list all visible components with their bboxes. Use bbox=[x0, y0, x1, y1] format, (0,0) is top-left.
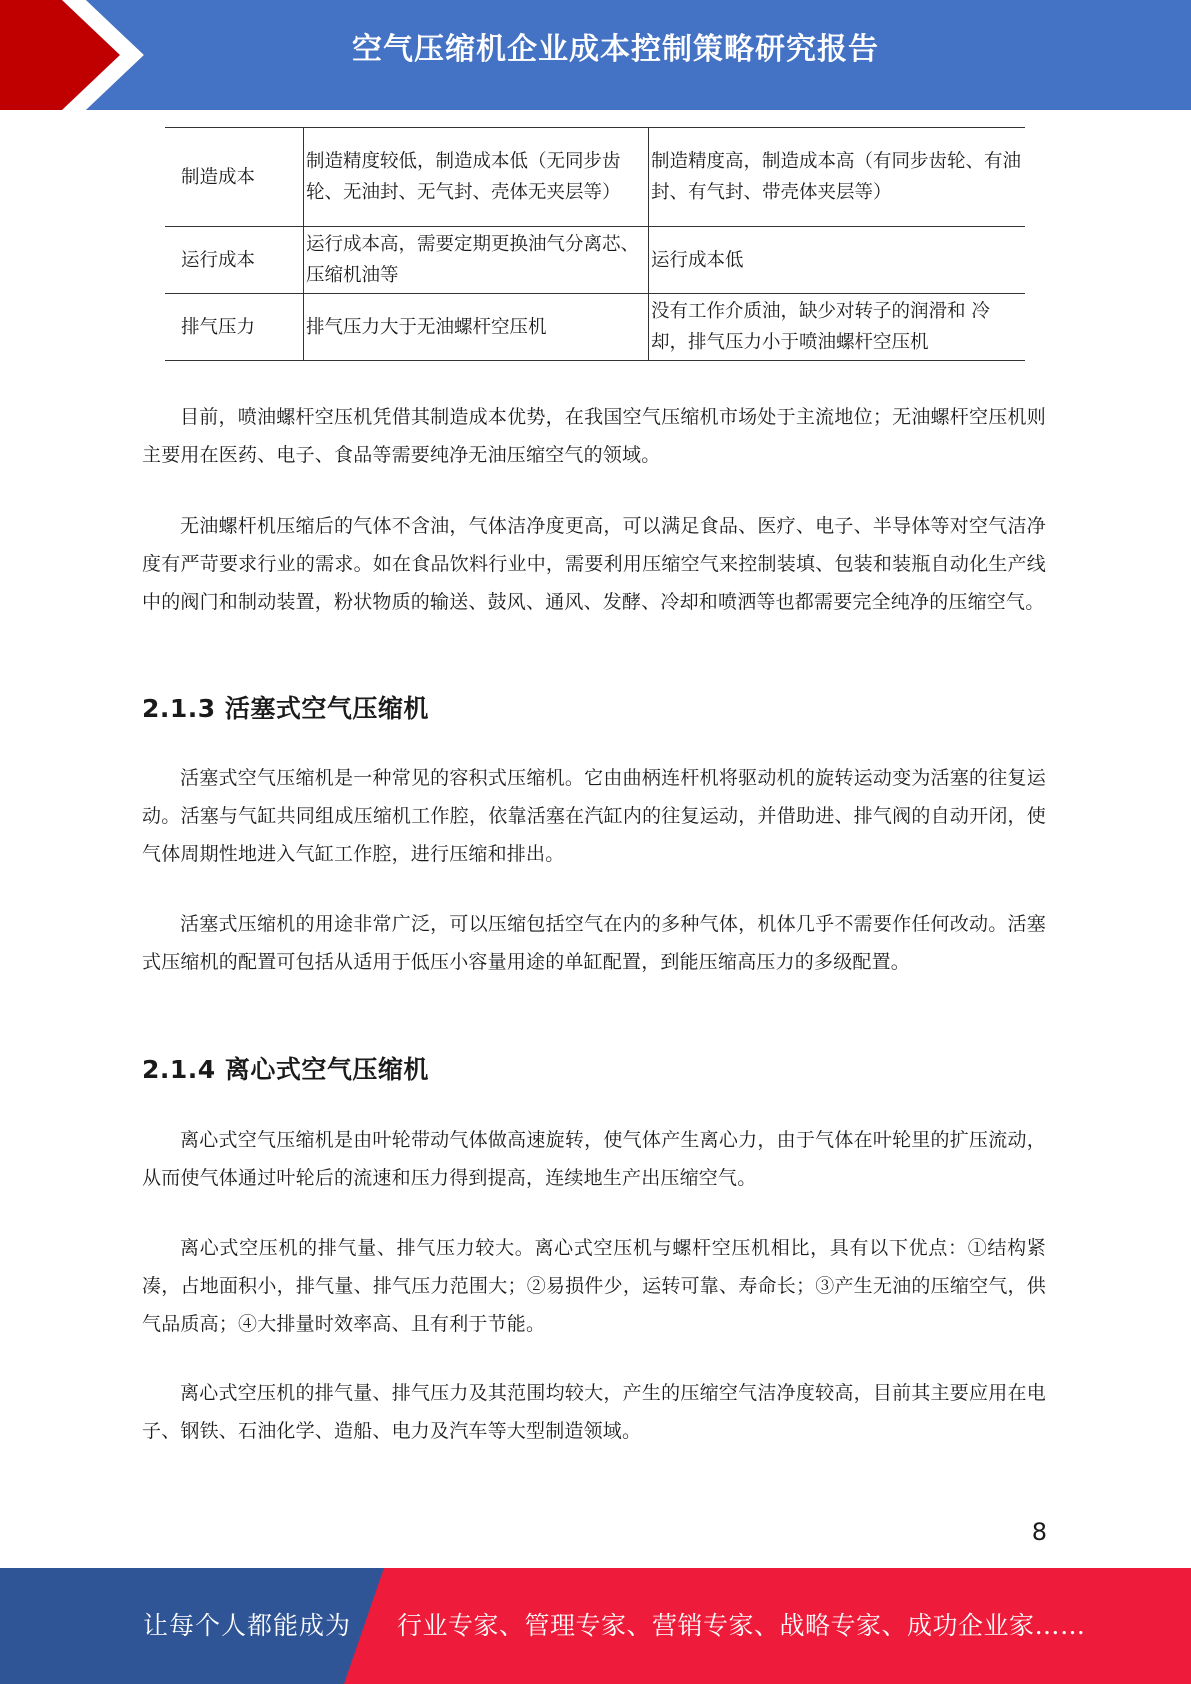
body-paragraph: 离心式空压机的排气量、排气压力及其范围均较大，产生的压缩空气洁净度较高，目前其主要应用在电子、钢铁、石油化学、造船、电力及汽车等大型制造领域。 bbox=[142, 1382, 1046, 1442]
intro-paragraph-1-block bbox=[142, 398, 1046, 474]
section-213-paragraph-2-block bbox=[142, 905, 1046, 981]
page-header bbox=[0, 0, 1191, 110]
row-label: 运行成本 bbox=[181, 249, 256, 271]
oil-free-cell: 没有工作介质油，缺少对转子的润滑和 冷却，排气压力小于喷油螺杆空压机 bbox=[651, 301, 990, 353]
section-heading: 2.1.4 离心式空气压缩机 bbox=[142, 1055, 429, 1084]
body-paragraph: 目前，喷油螺杆空压机凭借其制造成本优势，在我国空气压缩机市场处于主流地位；无油螺杆空压机则主要用在医药、电子、食品等需要纯净无油压缩空气的领域。 bbox=[142, 406, 1046, 466]
section-213-paragraph-1-block bbox=[142, 759, 1046, 873]
page-footer bbox=[0, 1568, 1191, 1684]
footer-slogan-right: 行业专家、管理专家、营销专家、战略专家、成功企业家…… bbox=[397, 1611, 1086, 1640]
section-214-paragraph-3-block bbox=[142, 1374, 1046, 1450]
comparison-table bbox=[165, 127, 1025, 361]
table-row bbox=[165, 128, 1025, 227]
body-paragraph: 离心式空压机的排气量、排气压力较大。离心式空压机与螺杆空压机相比，具有以下优点：①结构紧凑，占地面积小，排气量、排气压力范围大；②易损件少，运转可靠、寿命长；③产生无油的压缩空气，供气品质高；④大排量时效率高、且有利于节能。 bbox=[142, 1237, 1046, 1335]
section-heading: 2.1.3 活塞式空气压缩机 bbox=[142, 694, 429, 723]
body-paragraph: 离心式空气压缩机是由叶轮带动气体做高速旋转，使气体产生离心力，由于气体在叶轮里的扩压流动，从而使气体通过叶轮后的流速和压力得到提高，连续地生产出压缩空气。 bbox=[142, 1129, 1046, 1189]
header-title: 空气压缩机企业成本控制策略研究报告 bbox=[352, 32, 879, 67]
body-paragraph: 无油螺杆机压缩后的气体不含油，气体洁净度更高，可以满足食品、医疗、电子、半导体等对空气洁净度有严苛要求行业的需求。如在食品饮料行业中，需要利用压缩空气来控制装填、包装和装瓶自动化生产线中的阀门和制动装置，粉状物质的输送、鼓风、通风、发酵、冷却和喷洒等也都需要完全纯净的压缩空气。 bbox=[142, 515, 1046, 613]
table-row bbox=[165, 227, 1025, 294]
intro-paragraph-2-block bbox=[142, 507, 1046, 621]
body-paragraph: 活塞式压缩机的用途非常广泛，可以压缩包括空气在内的多种气体，机体几乎不需要作任何改动。活塞式压缩机的配置可包括从适用于低压小容量用途的单缸配置，到能压缩高压力的多级配置。 bbox=[142, 913, 1046, 973]
page-number: 8 bbox=[1031, 1518, 1047, 1546]
table-row bbox=[165, 294, 1025, 361]
row-label: 制造成本 bbox=[181, 166, 256, 188]
footer-slogan-left: 让每个人都能成为 bbox=[143, 1611, 352, 1640]
body-paragraph: 活塞式空气压缩机是一种常见的容积式压缩机。它由曲柄连杆机将驱动机的旋转运动变为活塞的往复运动。活塞与气缸共同组成压缩机工作腔，依靠活塞在汽缸内的往复运动，并借助进、排气阀的自动开闭，使气体周期性地进入气缸工作腔，进行压缩和排出。 bbox=[142, 767, 1046, 865]
oil-injected-cell: 运行成本高，需要定期更换油气分离芯、压缩机油等 bbox=[304, 227, 649, 294]
oil-free-cell: 制造精度高，制造成本高（有同步齿轮、有油封、有气封、带壳体夹层等） bbox=[651, 151, 1022, 203]
oil-injected-cell: 制造精度较低，制造成本低（无同步齿轮、无油封、无气封、壳体无夹层等） bbox=[304, 128, 649, 227]
oil-free-cell: 运行成本低 bbox=[651, 249, 744, 271]
section-214-heading-block bbox=[142, 1050, 1046, 1086]
section-214-paragraph-2-block bbox=[142, 1229, 1046, 1343]
section-213-heading-block bbox=[142, 689, 1046, 725]
row-label: 排气压力 bbox=[181, 316, 256, 338]
oil-injected-cell: 排气压力大于无油螺杆空压机 bbox=[304, 294, 649, 361]
section-214-paragraph-1-block bbox=[142, 1121, 1046, 1197]
